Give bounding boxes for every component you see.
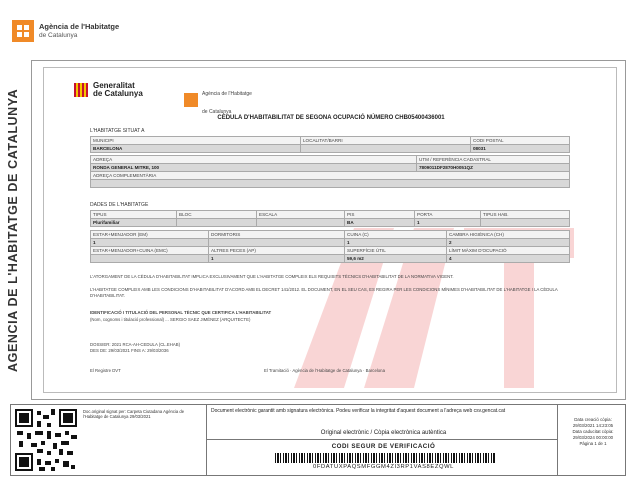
cedula-title: CÈDULA D'HABITABILITAT DE SEGONA OCUPACIÓ NÚMERO CHB05400436001 (217, 115, 445, 121)
divider (206, 405, 207, 475)
room-header-em: ESTAR+MENJADOR (EM) (91, 231, 209, 239)
original-copy-label: Original electrònic / Còpia electrònica autèntica (320, 430, 447, 436)
technician-name: (Nom, cognoms i titulació professional) ... SERGIO SAEZ JIMÉNEZ (ARQUITECTE) (90, 317, 251, 322)
room-header-ch: CAMBRA HIGIÈNICA (CH) (447, 231, 570, 239)
generalitat-name: Generalitat (93, 81, 135, 90)
generalitat-flag-icon (74, 83, 88, 97)
room-value-cuina: 1 (345, 239, 447, 247)
loc-header-cp: CODI POSTAL (471, 137, 570, 145)
address-table (90, 155, 570, 188)
ah-name: Agència de l'Habitatge (202, 91, 252, 97)
loc-value-municipi: BARCELONA (91, 145, 301, 153)
verification-notice: Document electrònic garantit amb signatura electrònica. Podeu verificar la integritat d'aquest document a l'adreça web csv.gencat.cat (211, 408, 506, 414)
addr-comp-header: ADREÇA COMPLEMENTÀRIA (91, 172, 570, 180)
csv-title: CODI SEGUR DE VERIFICACIÓ (331, 443, 436, 450)
created-value: 29/03/2021 14:23:05 (572, 422, 614, 428)
utm-header: UTM / REFERÈNCIA CADASTRAL (417, 156, 570, 164)
caducity-label: Data caducitat còpia: (572, 428, 614, 434)
data-header-tipus: TIPUS (91, 211, 177, 219)
vertical-agency-label: AGENCIA DE L'HABITATGE DE CATALUNYA (6, 88, 20, 372)
ah-logo (184, 82, 252, 118)
room-value-emc (91, 255, 209, 263)
technician-heading: IDENTIFICACIÓ I TITULACIÓ DEL PERSONAL TÈCNIC QUE CERTIFICA L'HABITABILITAT (90, 310, 272, 315)
section-location-label: L'HABITATGE SITUAT A (90, 128, 145, 134)
verification-panel (10, 404, 626, 476)
legal-paragraph-2: L'HABITATGE COMPLEIX AMB LES CONDICIONS D'HABITABILITAT D'ACORD AMB EL DECRET 141/2012. EL DOCUMENT, EN EL SEU CAS, ES REGIRA PER LES CONDICIONS MÍNIMES D'HABITABILITAT DE L'HABITATGE I LA CÈDULA D'HABITABILITAT. (90, 287, 558, 298)
location-table (90, 136, 570, 153)
housing-data-table (90, 210, 570, 227)
agency-sub: de Catalunya (39, 31, 78, 39)
validity-line: DES DE: 29/03/2021 FINS A: 29/03/2036 (90, 348, 169, 353)
legal-paragraph-1: L'ATORGAMENT DE LA CÈDULA D'HABITABILITAT IMPLICA EXCLUSIVAMENT QUE L'HABITATGE COMPLEIX ELS REQUISITS TÈCNICS D'HABITABILITAT DE LA NORMATIVA VIGENT. (90, 274, 454, 279)
room-value-dorm (209, 239, 345, 247)
data-header-escala: ESCALA (257, 211, 345, 219)
data-value-bloc (177, 219, 257, 227)
room-header-cuina: CUINA (C) (345, 231, 447, 239)
room-value-sup: 59,6 m2 (345, 255, 447, 263)
agency-name: Agència de l'Habitatge (39, 22, 120, 32)
ah-sub: de Catalunya (202, 109, 232, 115)
footer-tramitacio: El Tramitació · Agència de l'Habitatge de Catalunya · Barcelona (264, 368, 385, 373)
generalitat-sub: de Catalunya (93, 89, 143, 98)
addr-value: RONDA GENERAL MITRE, 100 (91, 164, 417, 172)
data-header-tipushab: TIPUS HAB. (481, 211, 570, 219)
data-value-tipus: Plurifamiliar (91, 219, 177, 227)
qr-code-icon (13, 407, 79, 473)
agency-logo (12, 20, 119, 42)
room-header-ap: ALTRES PECES (AP) (209, 247, 345, 255)
dossier-line: DOSSIER: 2021 RCA-AH-CEDULA (CL.EHAB) (90, 342, 181, 347)
room-header-limit: LÍMIT MÀXIM D'OCUPACIÓ (447, 247, 570, 255)
loc-value-localitat (301, 145, 471, 153)
generalitat-logo (74, 82, 143, 98)
data-header-porta: PORTA (415, 211, 481, 219)
copy-info (563, 417, 623, 447)
addr-comp-value (91, 180, 570, 188)
addr-header: ADREÇA (91, 156, 417, 164)
created-label: Data creació còpia: (574, 417, 612, 422)
room-value-ch: 2 (447, 239, 570, 247)
room-value-limit: 4 (447, 255, 570, 263)
data-header-bloc: BLOC (177, 211, 257, 219)
cedula-inner-frame (43, 67, 617, 393)
page-number: Pàgina 1 de 1 (579, 440, 607, 446)
room-header-dorm: DORMITORIS (209, 231, 345, 239)
room-header-emc: ESTAR+MENJADOR+CUINA (EMC) (91, 247, 209, 255)
data-value-escala (257, 219, 345, 227)
divider (207, 439, 557, 440)
footer-registre: El Registre DVT (90, 368, 121, 373)
barcode-icon (275, 453, 495, 463)
loc-header-municipi: MUNICIPI (91, 137, 301, 145)
loc-value-cp: 08031 (471, 145, 570, 153)
data-value-porta: 1 (415, 219, 481, 227)
csv-code: 0FDATUXPAQSMFGGM4ZI3RP1VAS8EZQWL (313, 464, 454, 470)
utm-value: 7809011DF2870H0051QZ (417, 164, 570, 172)
data-header-pis: PIS (345, 211, 415, 219)
data-value-pis: BA (345, 219, 415, 227)
caducity-value: 29/03/2024 00:00:00 (572, 434, 614, 440)
room-value-ap: 1 (209, 255, 345, 263)
room-value-em: 1 (91, 239, 209, 247)
cedula-document (31, 60, 626, 400)
loc-header-localitat: LOCALITAT/BARRI (301, 137, 471, 145)
qr-caption: Doc.original signat per: Carpeta Ciutadana Agència de l'Habitatge de Catalunya 29/03/2021 (83, 409, 185, 420)
room-header-sup: SUPERFÍCIE ÚTIL (345, 247, 447, 255)
divider (557, 405, 558, 475)
ah-logo-icon (184, 93, 198, 107)
agency-logo-icon (12, 20, 34, 42)
data-value-tipushab (481, 219, 570, 227)
rooms-table (90, 230, 570, 263)
section-data-label: DADES DE L'HABITATGE (90, 202, 149, 208)
